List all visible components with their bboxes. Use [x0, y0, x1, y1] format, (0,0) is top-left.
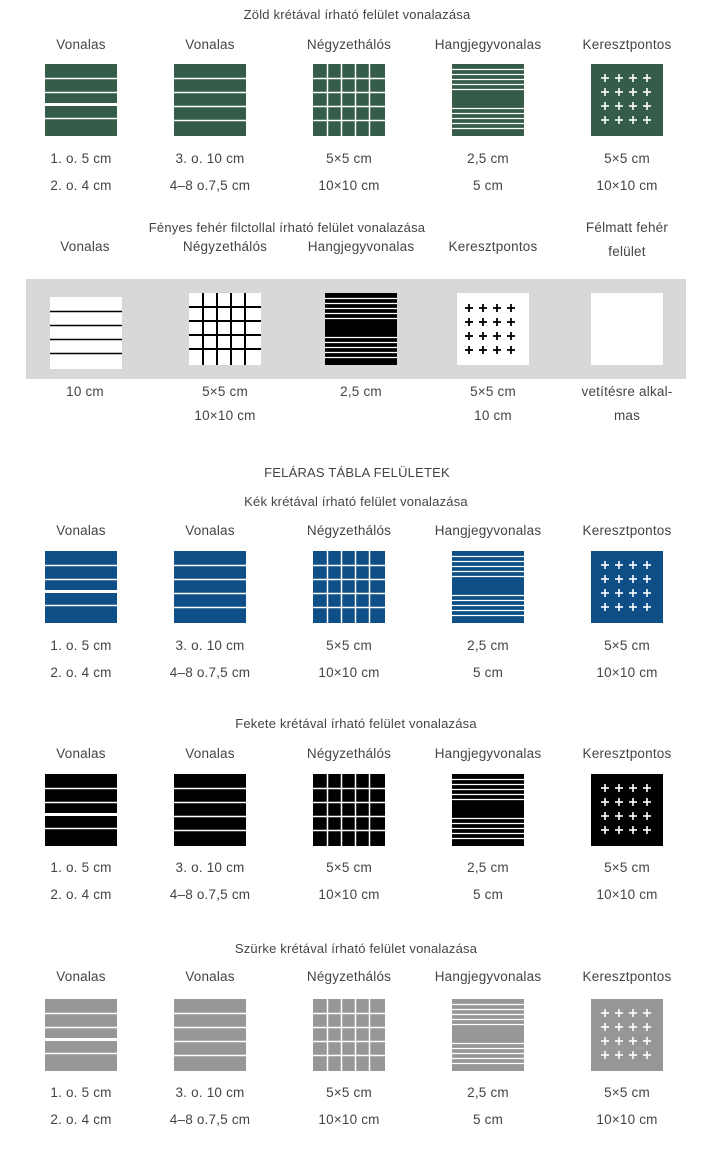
- white-label-music: Hangjegyvonalas: [307, 239, 415, 254]
- black-spec-5b: 10×10 cm: [596, 887, 658, 902]
- black-spec-1a: 1. o. 5 cm: [50, 860, 112, 875]
- blue-swatch-grid: [313, 551, 385, 623]
- black-swatch-music: [452, 774, 524, 846]
- white-spec-2a: 5×5 cm: [202, 384, 248, 399]
- gray-label-crosspoint: Keresztpontos: [582, 969, 672, 984]
- green-swatch-music: [452, 64, 524, 136]
- blue-spec-2a: 3. o. 10 cm: [175, 638, 245, 653]
- black-swatch-grid: [313, 774, 385, 846]
- blue-swatch-lined-2: [174, 551, 246, 623]
- black-spec-2b: 4–8 o.7,5 cm: [169, 887, 251, 902]
- white-label-lined: Vonalas: [60, 239, 110, 254]
- gray-spec-1a: 1. o. 5 cm: [50, 1085, 112, 1100]
- blue-label-lined-1: Vonalas: [56, 523, 106, 538]
- blue-spec-5b: 10×10 cm: [596, 665, 658, 680]
- green-section-heading: Zöld krétával írható felület vonalazása: [243, 7, 471, 22]
- gray-swatch-lined-2: [174, 999, 246, 1071]
- black-section-heading: Fekete krétával írható felület vonalazása: [235, 716, 477, 731]
- white-label-crosspoint: Keresztpontos: [448, 239, 538, 254]
- green-label-lined-1: Vonalas: [56, 37, 106, 52]
- gray-section-heading: Szürke krétával írható felület vonalazása: [234, 941, 478, 956]
- green-spec-4a: 2,5 cm: [467, 151, 509, 166]
- white-spec-5a: vetítésre alkal-: [581, 384, 673, 399]
- gray-spec-5a: 5×5 cm: [604, 1085, 650, 1100]
- blue-swatch-crosspoint: [591, 551, 663, 623]
- black-swatch-crosspoint: [591, 774, 663, 846]
- blue-spec-2b: 4–8 o.7,5 cm: [169, 665, 251, 680]
- white-swatch-crosspoint: [457, 293, 529, 365]
- gray-swatch-crosspoint: [591, 999, 663, 1071]
- black-label-music: Hangjegyvonalas: [434, 746, 542, 761]
- extra-surfaces-title: FELÁRAS TÁBLA FELÜLETEK: [264, 465, 450, 480]
- white-spec-1a: 10 cm: [66, 384, 104, 399]
- green-swatch-grid: [313, 64, 385, 136]
- green-spec-2b: 4–8 o.7,5 cm: [169, 178, 251, 193]
- green-swatch-crosspoint: [591, 64, 663, 136]
- blue-spec-3b: 10×10 cm: [318, 665, 380, 680]
- green-spec-5a: 5×5 cm: [604, 151, 650, 166]
- green-spec-5b: 10×10 cm: [596, 178, 658, 193]
- blue-spec-4a: 2,5 cm: [467, 638, 509, 653]
- gray-swatch-lined-1: [45, 999, 117, 1071]
- black-spec-3b: 10×10 cm: [318, 887, 380, 902]
- black-spec-5a: 5×5 cm: [604, 860, 650, 875]
- black-spec-3a: 5×5 cm: [326, 860, 372, 875]
- green-label-music: Hangjegyvonalas: [434, 37, 542, 52]
- black-label-lined-1: Vonalas: [56, 746, 106, 761]
- black-spec-2a: 3. o. 10 cm: [175, 860, 245, 875]
- black-swatch-lined-1: [45, 774, 117, 846]
- blue-label-music: Hangjegyvonalas: [434, 523, 542, 538]
- white-section-heading: Fényes fehér filctollal írható felület vonalazása: [148, 220, 426, 235]
- blue-section-heading: Kék krétával írható felület vonalazása: [244, 494, 468, 509]
- green-spec-1a: 1. o. 5 cm: [50, 151, 112, 166]
- blue-swatch-music: [452, 551, 524, 623]
- blue-spec-4b: 5 cm: [472, 665, 504, 680]
- black-label-crosspoint: Keresztpontos: [582, 746, 672, 761]
- green-spec-4b: 5 cm: [472, 178, 504, 193]
- white-label-matt-1: Félmatt fehér: [585, 220, 669, 235]
- gray-spec-2b: 4–8 o.7,5 cm: [169, 1112, 251, 1127]
- gray-swatch-grid: [313, 999, 385, 1071]
- green-swatch-lined-2: [174, 64, 246, 136]
- white-spec-3a: 2,5 cm: [340, 384, 382, 399]
- gray-spec-5b: 10×10 cm: [596, 1112, 658, 1127]
- gray-spec-4a: 2,5 cm: [467, 1085, 509, 1100]
- gray-label-music: Hangjegyvonalas: [434, 969, 542, 984]
- blue-label-lined-2: Vonalas: [185, 523, 235, 538]
- white-spec-2b: 10×10 cm: [194, 408, 256, 423]
- green-spec-3a: 5×5 cm: [326, 151, 372, 166]
- blue-spec-1b: 2. o. 4 cm: [50, 665, 112, 680]
- black-label-lined-2: Vonalas: [185, 746, 235, 761]
- white-spec-5b: mas: [613, 408, 641, 423]
- blue-spec-3a: 5×5 cm: [326, 638, 372, 653]
- gray-spec-3a: 5×5 cm: [326, 1085, 372, 1100]
- white-swatch-lined: [50, 297, 122, 369]
- black-swatch-lined-2: [174, 774, 246, 846]
- blue-label-crosspoint: Keresztpontos: [582, 523, 672, 538]
- green-label-grid: Négyzethálós: [306, 37, 392, 52]
- black-label-grid: Négyzethálós: [306, 746, 392, 761]
- white-spec-4b: 10 cm: [474, 408, 512, 423]
- white-swatch-grid: [189, 293, 261, 365]
- green-swatch-lined-1: [45, 64, 117, 136]
- blue-spec-1a: 1. o. 5 cm: [50, 638, 112, 653]
- gray-spec-3b: 10×10 cm: [318, 1112, 380, 1127]
- black-spec-1b: 2. o. 4 cm: [50, 887, 112, 902]
- green-label-lined-2: Vonalas: [185, 37, 235, 52]
- green-spec-3b: 10×10 cm: [318, 178, 380, 193]
- green-spec-2a: 3. o. 10 cm: [175, 151, 245, 166]
- white-label-matt-2: felület: [608, 244, 646, 259]
- gray-spec-1b: 2. o. 4 cm: [50, 1112, 112, 1127]
- blue-label-grid: Négyzethálós: [306, 523, 392, 538]
- gray-label-lined-1: Vonalas: [56, 969, 106, 984]
- gray-spec-2a: 3. o. 10 cm: [175, 1085, 245, 1100]
- white-label-grid: Négyzethálós: [182, 239, 268, 254]
- black-spec-4a: 2,5 cm: [467, 860, 509, 875]
- blue-spec-5a: 5×5 cm: [604, 638, 650, 653]
- gray-spec-4b: 5 cm: [472, 1112, 504, 1127]
- white-swatch-matt: [591, 293, 663, 365]
- green-spec-1b: 2. o. 4 cm: [50, 178, 112, 193]
- gray-label-grid: Négyzethálós: [306, 969, 392, 984]
- black-spec-4b: 5 cm: [472, 887, 504, 902]
- white-swatch-music: [325, 293, 397, 365]
- white-spec-4a: 5×5 cm: [470, 384, 516, 399]
- gray-swatch-music: [452, 999, 524, 1071]
- green-label-crosspoint: Keresztpontos: [582, 37, 672, 52]
- gray-label-lined-2: Vonalas: [185, 969, 235, 984]
- blue-swatch-lined-1: [45, 551, 117, 623]
